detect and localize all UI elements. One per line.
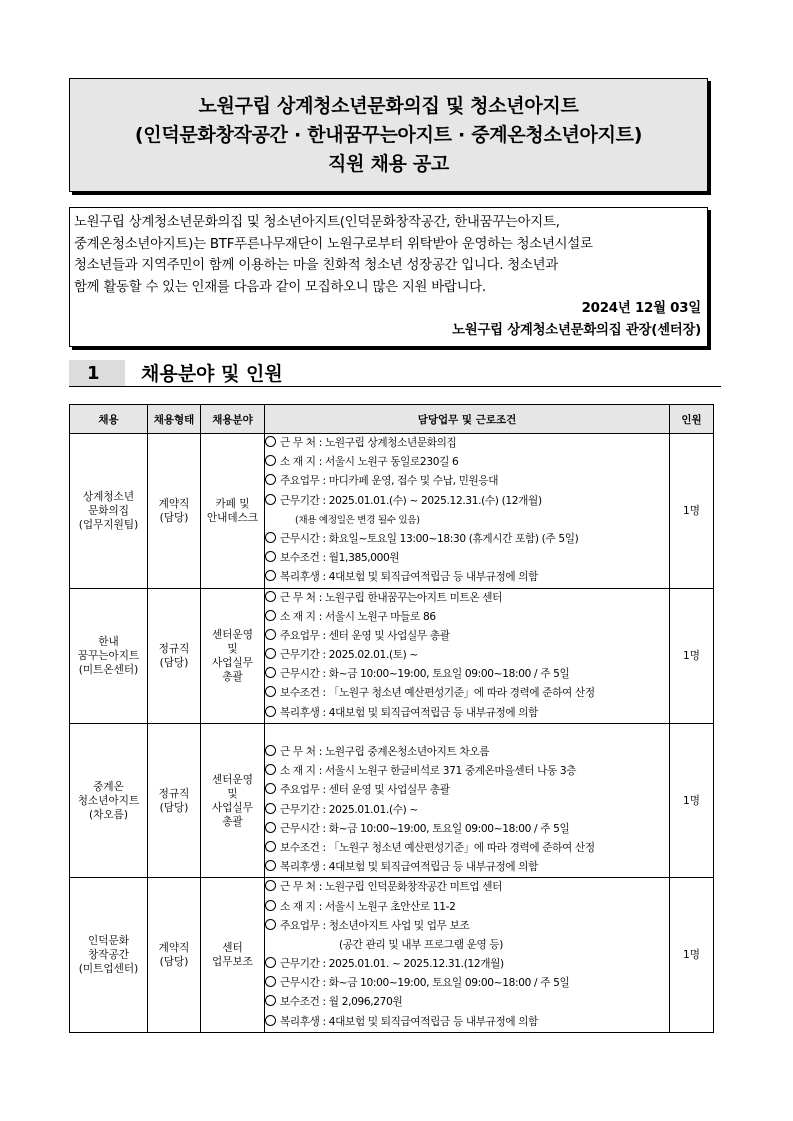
duty-line [265, 974, 669, 993]
announcement-date: 2024년 12월 03일 [581, 301, 701, 316]
job-field-cell-line: 센터운영 [212, 628, 253, 641]
duty-text: 근무시간 : 화~금 10:00~19:00, 토요일 09:00~18:00 / 주 5일 [280, 668, 570, 681]
facility-cell-line: (미트온센터) [78, 663, 139, 676]
section-heading [69, 360, 721, 387]
intro-line: 노원구립 상계청소년문화의집 및 청소년아지트(인덕문화창작공간, 한내꿈꾸는아지트, [74, 215, 560, 230]
circle-bullet-icon [265, 570, 276, 581]
job-field-cell-line: 사업실무 [212, 656, 253, 669]
duty-text: 근 무 처 : 노원구립 상계청소년문화의집 [280, 437, 457, 449]
recruitment-table [69, 404, 714, 1033]
duty-text: 근 무 처 : 노원구립 한내꿈꾸는아지트 미트온 센터 [280, 591, 503, 604]
duty-line [265, 665, 669, 684]
duty-text: 근무기간 : 2025.02.01.(토) ~ [280, 649, 418, 662]
circle-bullet-icon [265, 919, 276, 930]
duty-line [265, 743, 669, 762]
facility-cell-line: 중계온 [93, 780, 124, 793]
job-field-cell-line: 카페 및 [215, 497, 250, 510]
table-row [70, 434, 714, 589]
circle-bullet-icon [265, 591, 276, 602]
table-header-row [70, 405, 714, 434]
job-field-cell-line: 안내데스크 [206, 511, 259, 524]
duty-line [265, 781, 669, 800]
duty-line [265, 627, 669, 646]
employment-type-cell-line: (담당) [159, 801, 189, 814]
circle-bullet-icon [265, 995, 276, 1006]
job-field-cell-line: 사업실무 [212, 801, 253, 814]
employment-type-cell [148, 434, 201, 589]
header-place: 채용 [70, 405, 148, 434]
duty-line [265, 898, 669, 917]
duty-text: 주요업무 : 센터 운영 및 사업실무 총괄 [280, 784, 450, 797]
facility-cell-line: 청소년아지트 [77, 794, 140, 807]
duty-text: 복리후생 : 4대보험 및 퇴직급여적립금 등 내부규정에 의함 [280, 861, 539, 874]
circle-bullet-icon [265, 474, 276, 485]
circle-bullet-icon [265, 629, 276, 640]
duty-text: 근무기간 : 2025.01.01.(수) ~ 2025.12.31.(수) (12개월) [280, 494, 542, 507]
duty-text: 소 재 지 : 서울시 노원구 한글비석로 371 중계온마을센터 나동 3층 [280, 765, 577, 778]
duty-line [265, 530, 669, 549]
employment-type-cell [148, 878, 201, 1033]
duty-text: 소 재 지 : 서울시 노원구 마들로 86 [280, 610, 436, 623]
job-field-cell [201, 588, 265, 723]
circle-bullet-icon [265, 455, 276, 466]
duty-text: 보수조건 : 월1,385,000원 [280, 552, 400, 565]
duty-line [265, 801, 669, 820]
title-line-1: 노원구립 상계청소년문화의집 및 청소년아지트 [198, 95, 579, 117]
duty-line [265, 762, 669, 781]
job-field-cell [201, 878, 265, 1033]
job-field-cell-line: 및 [227, 787, 238, 800]
headcount-cell: 1명 [670, 434, 714, 589]
duty-line [265, 858, 669, 877]
duty-text: 소 재 지 : 서울시 노원구 초안산로 11-2 [280, 900, 456, 913]
job-field-cell-line: 및 [227, 642, 238, 655]
circle-bullet-icon [265, 764, 276, 775]
employment-type-cell-line: 계약직 [158, 942, 190, 955]
duty-line [265, 820, 669, 839]
job-field-cell [201, 434, 265, 589]
duties-cell [265, 588, 670, 723]
duty-text: 근무시간 : 화요일~토요일 13:00~18:30 (휴게시간 포함) (주 5일) [280, 532, 579, 545]
facility-cell [70, 878, 148, 1033]
header-type: 채용형태 [148, 405, 201, 434]
circle-bullet-icon [265, 1015, 276, 1026]
circle-bullet-icon [265, 494, 276, 505]
duty-line [265, 608, 669, 627]
employment-type-cell [148, 723, 201, 878]
duty-line [265, 549, 669, 568]
duty-text: 주요업무 : 센터 운영 및 사업실무 총괄 [280, 629, 450, 642]
announcement-organization: 노원구립 상계청소년문화의집 관장(센터장) [452, 322, 701, 338]
circle-bullet-icon [265, 957, 276, 968]
duty-text: 보수조건 : 「노원구 청소년 예산편성기준」에 따라 경력에 준하여 산정 [280, 687, 595, 700]
circle-bullet-icon [265, 706, 276, 717]
employment-type-cell-line: 정규직 [158, 787, 190, 800]
circle-bullet-icon [265, 783, 276, 794]
duty-text: 복리후생 : 4대보험 및 퇴직급여적립금 등 내부규정에 의함 [280, 1015, 539, 1028]
facility-cell-line: 상계청소년 [82, 490, 135, 503]
duty-text: (채용 예정일은 변경 될수 있음) [295, 514, 420, 526]
table-row [70, 723, 714, 878]
job-field-cell-line: 센터운영 [212, 773, 253, 786]
circle-bullet-icon [265, 436, 276, 447]
job-field-cell-line: 센터 [222, 942, 243, 955]
circle-bullet-icon [265, 551, 276, 562]
table-body [70, 434, 714, 1033]
duty-line [265, 993, 669, 1012]
duty-text: 주요업무 : 마디카페 운영, 접수 및 수납, 민원응대 [280, 475, 499, 488]
duty-text: 보수조건 : 「노원구 청소년 예산편성기준」에 따라 경력에 준하여 산정 [280, 841, 595, 854]
duty-text: 근 무 처 : 노원구립 인덕문화창작공간 미트업 센터 [280, 881, 503, 894]
duty-line [265, 936, 669, 955]
duty-line [265, 589, 669, 608]
duty-line [265, 472, 669, 491]
duty-line [265, 492, 669, 511]
facility-cell [70, 434, 148, 589]
duty-line [265, 511, 669, 530]
duty-line [265, 704, 669, 723]
duty-text: 근무시간 : 화~금 10:00~19:00, 토요일 09:00~18:00 / 주 5일 [280, 977, 570, 990]
intro-box [69, 207, 708, 347]
facility-cell-line: 창작공간 [88, 949, 129, 962]
duty-line [265, 434, 669, 453]
circle-bullet-icon [265, 532, 276, 543]
headcount-cell: 1명 [670, 878, 714, 1033]
employment-type-cell-line: 계약직 [158, 497, 190, 510]
intro-line: 중계온청소년아지트)는 BTF푸른나무재단이 노원구로부터 위탁받아 운영하는 청소년시설로 [74, 236, 593, 252]
duty-text: 주요업무 : 청소년아지트 사업 및 업무 보조 [280, 919, 470, 932]
section-title: 채용분야 및 인원 [141, 363, 283, 385]
duty-line [265, 646, 669, 665]
employment-type-cell-line: (담당) [159, 656, 189, 669]
duty-text: 보수조건 : 월 2,096,270원 [280, 996, 403, 1009]
duty-text: 근무기간 : 2025.01.01.(수) ~ [280, 803, 418, 816]
duty-line [265, 955, 669, 974]
facility-cell-line: 인덕문화 [88, 935, 129, 948]
facility-cell-line: 문화의집 [88, 504, 129, 517]
title-line-2: (인덕문화창작공간 · 한내꿈꾸는아지트 · 중계온청소년아지트) [134, 124, 643, 146]
header-field: 채용분야 [201, 405, 265, 434]
facility-cell-line: 한내 [98, 635, 119, 648]
duty-line [265, 724, 669, 743]
header-duties: 담당업무 및 근로조건 [265, 405, 670, 434]
duty-text: 소 재 지 : 서울시 노원구 동일로230길 6 [280, 456, 459, 469]
facility-cell-line: (업무지원팀) [78, 518, 139, 531]
intro-line: 청소년들과 지역주민이 함께 이용하는 마을 친화적 청소년 성장공간 입니다. 청소년과 [74, 258, 559, 273]
duty-line [265, 568, 669, 587]
duty-text: 복리후생 : 4대보험 및 퇴직급여적립금 등 내부규정에 의함 [280, 571, 539, 584]
facility-cell-line: (미트업센터) [78, 963, 139, 976]
intro-line: 함께 활동할 수 있는 인재를 다음과 같이 모집하오니 많은 지원 바랍니다. [74, 279, 486, 295]
header-count: 인원 [670, 405, 714, 434]
duty-text: 근 무 처 : 노원구립 중계온청소년아지트 차오름 [280, 746, 490, 758]
duty-line [265, 1013, 669, 1032]
circle-bullet-icon [265, 686, 276, 697]
duties-cell [265, 878, 670, 1033]
employment-type-cell [148, 588, 201, 723]
section-number: 1 [69, 360, 125, 386]
job-field-cell [201, 723, 265, 878]
facility-cell [70, 588, 148, 723]
headcount-cell: 1명 [670, 723, 714, 878]
table-row [70, 588, 714, 723]
duty-text: 근무시간 : 화~금 10:00~19:00, 토요일 09:00~18:00 / 주 5일 [280, 822, 570, 835]
circle-bullet-icon [265, 841, 276, 852]
job-field-cell-line: 업무보조 [212, 956, 253, 969]
circle-bullet-icon [265, 880, 276, 891]
circle-bullet-icon [265, 900, 276, 911]
circle-bullet-icon [265, 648, 276, 659]
circle-bullet-icon [265, 860, 276, 871]
duties-cell [265, 434, 670, 589]
circle-bullet-icon [265, 822, 276, 833]
duty-line [265, 684, 669, 703]
job-field-cell-line: 총괄 [222, 670, 243, 683]
duty-line [265, 917, 669, 936]
title-line-3: 직원 채용 공고 [328, 153, 449, 175]
circle-bullet-icon [265, 667, 276, 678]
employment-type-cell-line: 정규직 [158, 642, 190, 655]
duty-line [265, 839, 669, 858]
job-field-cell-line: 총괄 [222, 815, 243, 828]
headcount-cell: 1명 [670, 588, 714, 723]
circle-bullet-icon [265, 745, 276, 756]
circle-bullet-icon [265, 610, 276, 621]
circle-bullet-icon [265, 976, 276, 987]
announcement-title-box [69, 78, 708, 192]
duty-line [265, 453, 669, 472]
table-row [70, 878, 714, 1033]
duty-text: 근무기간 : 2025.01.01. ~ 2025.12.31.(12개월) [280, 958, 504, 971]
duties-cell [265, 723, 670, 878]
facility-cell-line: 꿈꾸는아지트 [77, 649, 140, 662]
duty-text: (공간 관리 및 내부 프로그램 운영 등) [339, 938, 504, 951]
duty-line [265, 878, 669, 897]
duty-text: 복리후생 : 4대보험 및 퇴직급여적립금 등 내부규정에 의함 [280, 706, 539, 719]
circle-bullet-icon [265, 803, 276, 814]
employment-type-cell-line: (담당) [159, 511, 189, 524]
facility-cell-line: (차오름) [89, 808, 128, 821]
facility-cell [70, 723, 148, 878]
employment-type-cell-line: (담당) [159, 956, 189, 969]
